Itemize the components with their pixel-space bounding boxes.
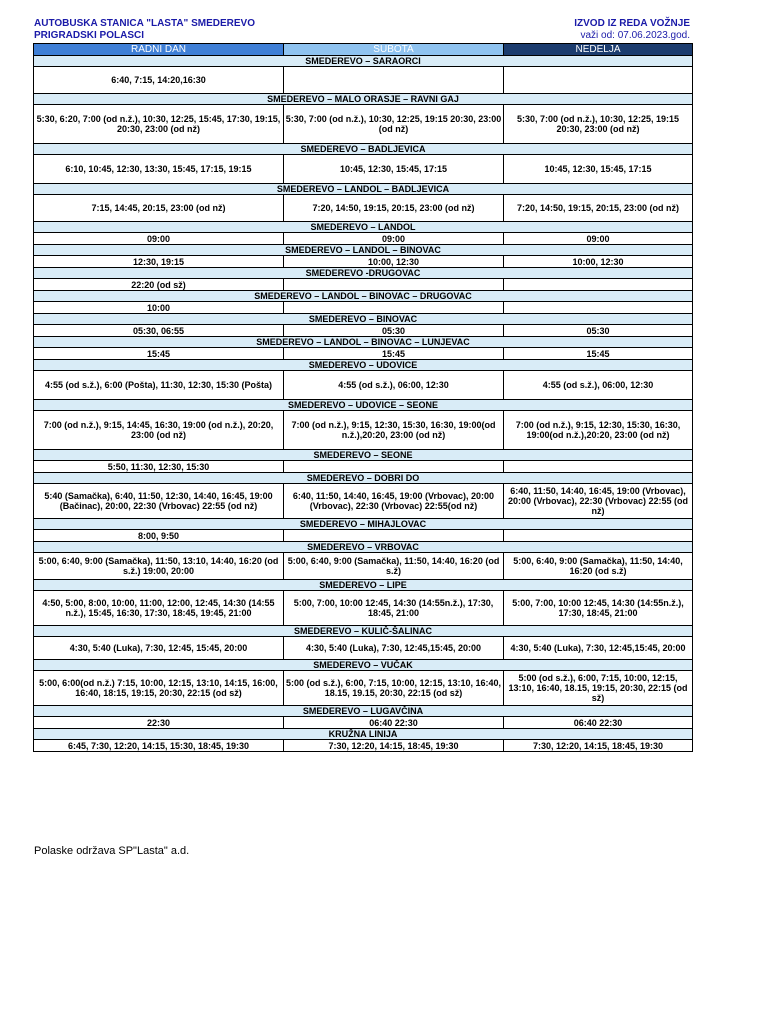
route-name: SMEDEREVO – MIHAJLOVAC <box>34 519 693 530</box>
weekday-times: 6:40, 7:15, 14:20,16:30 <box>34 67 284 94</box>
route-header-row <box>34 222 693 233</box>
route-header-row <box>34 660 693 671</box>
sunday-times: 4:30, 5:40 (Luka), 7:30, 12:45,15:45, 20:00 <box>504 637 693 660</box>
departure-row <box>34 348 693 360</box>
route-name: SMEDEREVO – UDOVICE <box>34 360 693 371</box>
saturday-times: 05:30 <box>284 325 504 337</box>
route-name: SMEDEREVO – UDOVICE – SEONE <box>34 400 693 411</box>
saturday-times: 4:30, 5:40 (Luka), 7:30, 12:45,15:45, 20:00 <box>284 637 504 660</box>
route-name: SMEDEREVO – BADLJEVICA <box>34 144 693 155</box>
departure-row <box>34 484 693 519</box>
station-subtitle: PRIGRADSKI POLASCI <box>34 30 145 41</box>
footer-note: Polaske održava SP"Lasta" a.d. <box>34 845 190 857</box>
route-name: SMEDEREVO – SEONE <box>34 450 693 461</box>
saturday-times: 7:20, 14:50, 19:15, 20:15, 23:00 (od nž) <box>284 195 504 222</box>
departure-row <box>34 553 693 580</box>
route-header-row <box>34 450 693 461</box>
sunday-times: 5:00 (od s.ž.), 6:00, 7:15, 10:00, 12:15, 13:10, 16:40, 18.15, 19:15, 20:30, 22:15 (od sž) <box>504 671 693 706</box>
route-name: SMEDEREVO – LANDOL – BINOVAC – LUNJEVAC <box>34 337 693 348</box>
saturday-times: 15:45 <box>284 348 504 360</box>
station-name: AUTOBUSKA STANICA "LASTA" SMEDEREVO <box>34 18 255 29</box>
departure-row <box>34 256 693 268</box>
sunday-times: 09:00 <box>504 233 693 245</box>
route-header-row <box>34 542 693 553</box>
route-header-row <box>34 291 693 302</box>
sunday-times: 06:40 22:30 <box>504 717 693 729</box>
weekday-times: 5:40 (Samačka), 6:40, 11:50, 12:30, 14:40, 16:45, 19:00 (Bačinac), 20:00, 22:30 (Vrbovac) 22:55 (od nž) <box>34 484 284 519</box>
sunday-times: 5:30, 7:00 (od n.ž.), 10:30, 12:25, 19:15 20:30, 23:00 (od nž) <box>504 105 693 144</box>
departure-row <box>34 105 693 144</box>
departure-row <box>34 530 693 542</box>
weekday-times: 22:20 (od sž) <box>34 279 284 291</box>
route-name: SMEDEREVO – LANDOL – BADLJEVICA <box>34 184 693 195</box>
column-saturday: SUBOTA <box>284 44 504 56</box>
weekday-times: 15:45 <box>34 348 284 360</box>
sunday-times <box>504 461 693 473</box>
sunday-times: 5:00, 7:00, 10:00 12:45, 14:30 (14:55n.ž.), 17:30, 18:45, 21:00 <box>504 591 693 626</box>
route-header-row <box>34 314 693 325</box>
saturday-times <box>284 530 504 542</box>
saturday-times: 7:30, 12:20, 14:15, 18:45, 19:30 <box>284 740 504 752</box>
route-header-row <box>34 337 693 348</box>
route-header-row <box>34 144 693 155</box>
saturday-times: 09:00 <box>284 233 504 245</box>
saturday-times: 7:00 (od n.ž.), 9:15, 12:30, 15:30, 16:30, 19:00(od n.ž.),20:20, 23:00 (od nž) <box>284 411 504 450</box>
departure-row <box>34 67 693 94</box>
departure-row <box>34 461 693 473</box>
route-header-row <box>34 360 693 371</box>
route-header-row <box>34 519 693 530</box>
route-header-row <box>34 473 693 484</box>
timetable-body <box>34 56 693 752</box>
weekday-times: 09:00 <box>34 233 284 245</box>
saturday-times: 5:30, 7:00 (od n.ž.), 10:30, 12:25, 19:15 20:30, 23:00 (od nž) <box>284 105 504 144</box>
route-name: KRUŽNA LINIJA <box>34 729 693 740</box>
sunday-times: 7:00 (od n.ž.), 9:15, 12:30, 15:30, 16:30, 19:00(od n.ž.),20:20, 23:00 (od nž) <box>504 411 693 450</box>
route-name: SMEDEREVO – MALO ORASJE – RAVNI GAJ <box>34 94 693 105</box>
saturday-times <box>284 302 504 314</box>
saturday-times <box>284 461 504 473</box>
route-header-row <box>34 706 693 717</box>
weekday-times: 4:30, 5:40 (Luka), 7:30, 12:45, 15:45, 20:00 <box>34 637 284 660</box>
weekday-times: 7:00 (od n.ž.), 9:15, 14:45, 16:30, 19:00 (od n.ž.), 20:20, 23:00 (od nž) <box>34 411 284 450</box>
departure-row <box>34 233 693 245</box>
weekday-times: 4:50, 5:00, 8:00, 10:00, 11:00, 12:00, 12:45, 14:30 (14:55 n.ž.), 15:45, 16:30, 17:30, 18:45, 19:45, 21:00 <box>34 591 284 626</box>
saturday-times: 4:55 (od s.ž.), 06:00, 12:30 <box>284 371 504 400</box>
departure-row <box>34 740 693 752</box>
route-name: SMEDEREVO – LUGAVČINA <box>34 706 693 717</box>
departure-row <box>34 671 693 706</box>
weekday-times: 8:00, 9:50 <box>34 530 284 542</box>
route-header-row <box>34 729 693 740</box>
departure-row <box>34 325 693 337</box>
weekday-times: 6:45, 7:30, 12:20, 14:15, 15:30, 18:45, 19:30 <box>34 740 284 752</box>
sunday-times: 5:00, 6:40, 9:00 (Samačka), 11:50, 14:40, 16:20 (od s.ž) <box>504 553 693 580</box>
sunday-times: 6:40, 11:50, 14:40, 16:45, 19:00 (Vrbovac), 20:00 (Vrbovac), 22:30 (Vrbovac) 22:55 (od nž) <box>504 484 693 519</box>
departure-row <box>34 637 693 660</box>
departure-row <box>34 195 693 222</box>
sunday-times: 7:20, 14:50, 19:15, 20:15, 23:00 (od nž) <box>504 195 693 222</box>
sunday-times <box>504 279 693 291</box>
weekday-times: 22:30 <box>34 717 284 729</box>
saturday-times: 10:45, 12:30, 15:45, 17:15 <box>284 155 504 184</box>
sunday-times <box>504 530 693 542</box>
weekday-times: 5:00, 6:40, 9:00 (Samačka), 11:50, 13:10, 14:40, 16:20 (od s.ž.) 19:00, 20:00 <box>34 553 284 580</box>
departure-row <box>34 155 693 184</box>
timetable <box>33 43 693 752</box>
route-name: SMEDEREVO – LANDOL – BINOVAC – DRUGOVAC <box>34 291 693 302</box>
departure-row <box>34 279 693 291</box>
column-header-row <box>34 44 693 56</box>
departure-row <box>34 371 693 400</box>
route-name: SMEDEREVO -DRUGOVAC <box>34 268 693 279</box>
document-title: IZVOD IZ REDA VOŽNJE <box>574 18 690 29</box>
route-header-row <box>34 580 693 591</box>
route-name: SMEDEREVO – LIPE <box>34 580 693 591</box>
saturday-times: 5:00, 7:00, 10:00 12:45, 14:30 (14:55n.ž.), 17:30, 18:45, 21:00 <box>284 591 504 626</box>
weekday-times: 5:00, 6:00(od n.ž.) 7:15, 10:00, 12:15, 13:10, 14:15, 16:00, 16:40, 18:15, 19:15, 20:30, 22:15 (od sž) <box>34 671 284 706</box>
route-header-row <box>34 626 693 637</box>
weekday-times: 5:30, 6:20, 7:00 (od n.ž.), 10:30, 12:25, 15:45, 17:30, 19:15, 20:30, 23:00 (od nž) <box>34 105 284 144</box>
saturday-times <box>284 279 504 291</box>
column-weekday: RADNI DAN <box>34 44 284 56</box>
sunday-times: 10:00, 12:30 <box>504 256 693 268</box>
departure-row <box>34 591 693 626</box>
saturday-times: 6:40, 11:50, 14:40, 16:45, 19:00 (Vrbovac), 20:00 (Vrbovac), 22:30 (Vrbovac) 22:55(od nž) <box>284 484 504 519</box>
route-name: SMEDEREVO – LANDOL – BINOVAC <box>34 245 693 256</box>
route-header-row <box>34 245 693 256</box>
route-name: SMEDEREVO – DOBRI DO <box>34 473 693 484</box>
sunday-times: 7:30, 12:20, 14:15, 18:45, 19:30 <box>504 740 693 752</box>
route-header-row <box>34 184 693 195</box>
sunday-times: 15:45 <box>504 348 693 360</box>
weekday-times: 10:00 <box>34 302 284 314</box>
weekday-times: 7:15, 14:45, 20:15, 23:00 (od nž) <box>34 195 284 222</box>
weekday-times: 6:10, 10:45, 12:30, 13:30, 15:45, 17:15, 19:15 <box>34 155 284 184</box>
departure-row <box>34 717 693 729</box>
departure-row <box>34 302 693 314</box>
weekday-times: 05:30, 06:55 <box>34 325 284 337</box>
route-header-row <box>34 268 693 279</box>
route-header-row <box>34 400 693 411</box>
route-header-row <box>34 56 693 67</box>
sunday-times <box>504 302 693 314</box>
saturday-times: 10:00, 12:30 <box>284 256 504 268</box>
weekday-times: 5:50, 11:30, 12:30, 15:30 <box>34 461 284 473</box>
route-name: SMEDEREVO – BINOVAC <box>34 314 693 325</box>
sunday-times <box>504 67 693 94</box>
sunday-times: 10:45, 12:30, 15:45, 17:15 <box>504 155 693 184</box>
route-name: SMEDEREVO – KULIČ-ŠALINAC <box>34 626 693 637</box>
route-name: SMEDEREVO – VUČAK <box>34 660 693 671</box>
saturday-times: 5:00 (od s.ž.), 6:00, 7:15, 10:00, 12:15, 13:10, 16:40, 18.15, 19.15, 20:30, 22:15 (od sž) <box>284 671 504 706</box>
sunday-times: 4:55 (od s.ž.), 06:00, 12:30 <box>504 371 693 400</box>
route-name: SMEDEREVO – LANDOL <box>34 222 693 233</box>
saturday-times <box>284 67 504 94</box>
route-name: SMEDEREVO – SARAORCI <box>34 56 693 67</box>
header-left <box>34 18 255 42</box>
route-name: SMEDEREVO – VRBOVAC <box>34 542 693 553</box>
header-right <box>574 18 690 42</box>
saturday-times: 5:00, 6:40, 9:00 (Samačka), 11:50, 14:40, 16:20 (od s.ž) <box>284 553 504 580</box>
valid-from: važi od: 07.06.2023.god. <box>580 30 690 41</box>
sunday-times: 05:30 <box>504 325 693 337</box>
route-header-row <box>34 94 693 105</box>
column-sunday: NEDELJA <box>504 44 693 56</box>
saturday-times: 06:40 22:30 <box>284 717 504 729</box>
weekday-times: 4:55 (od s.ž.), 6:00 (Pošta), 11:30, 12:30, 15:30 (Pošta) <box>34 371 284 400</box>
weekday-times: 12:30, 19:15 <box>34 256 284 268</box>
departure-row <box>34 411 693 450</box>
